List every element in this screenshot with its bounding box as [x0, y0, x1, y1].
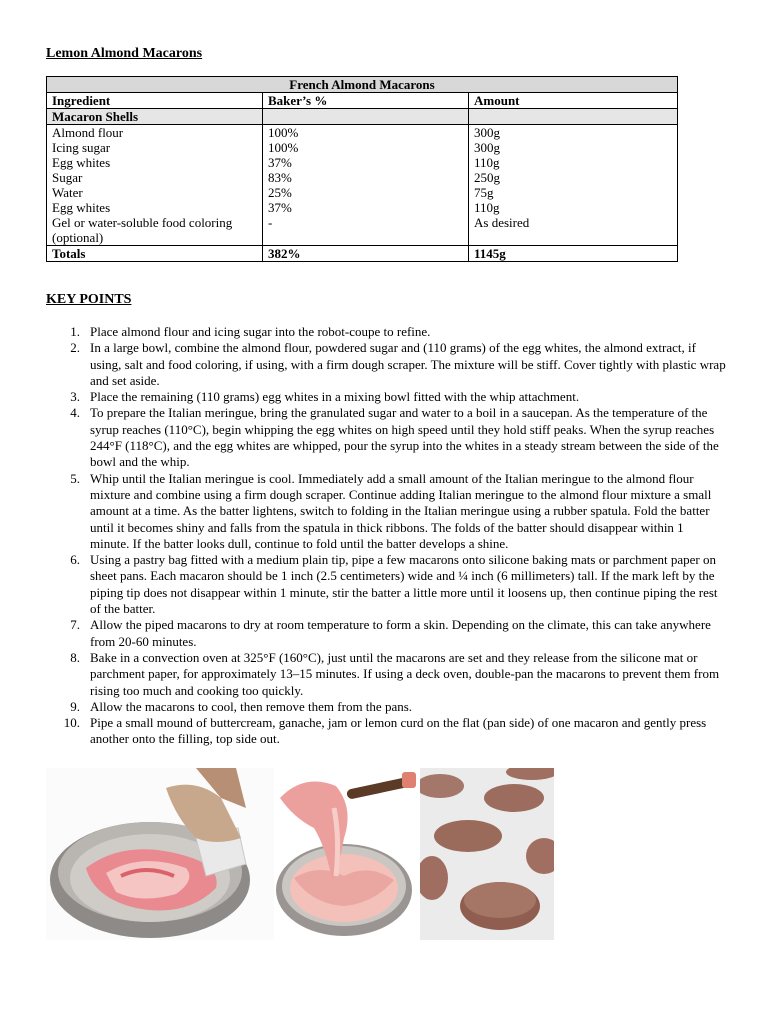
- amount-cell: 300g: [469, 140, 678, 155]
- list-item: [46, 650, 726, 699]
- amount-cell: 110g: [469, 155, 678, 170]
- ingredient-cell: Egg whites: [47, 200, 263, 215]
- table-header-row: [47, 93, 678, 109]
- step-text: Bake in a convection oven at 325°F (160°C), just until the macarons are set and they release from the silicone mat or parchment paper, for approximately 13–15 minutes. If using a deck oven, double-pan the macarons to prevent them from rising too much and cooking too quickly.: [90, 649, 720, 698]
- header-amount: Amount: [469, 93, 678, 109]
- step-text: Allow the macarons to cool, then remove them from the pans.: [90, 698, 413, 714]
- steps-list: [46, 324, 726, 748]
- step-text: Using a pastry bag fitted with a medium plain tip, pipe a few macarons onto silicone baking mats or parchment paper on sheet pans. Each macaron should be 1 inch (2.5 centimeters) wide and ¼ inch (6 millimeters) tall. If the mark left by the piping tip does not disappear within 1 minute, stir the batter a little more until it loosens up, then continue piping the rest of the batter.: [90, 552, 718, 617]
- step-text: Whip until the Italian meringue is cool. Immediately add a small amount of the Italian meringue to the almond flour mixture and combine using a firm dough scraper. Continue adding Italian meringue to the almond flour mixture a small amount at a time. As the batter lightens, switch to folding in the Italian meringue using a rubber spatula. Fold the batter until it becomes shiny and falls from the spatula in thick ribbons. The folds of the batter should disappear within 1 minute. If the batter looks dull, continue to fold until the batter develops a shine.: [90, 470, 712, 551]
- table-row: [47, 125, 678, 141]
- step-number: 7.: [70, 617, 80, 633]
- table-section-row: [47, 109, 678, 125]
- batter-spatula-photo: [274, 768, 420, 940]
- section-empty-cell: [469, 109, 678, 125]
- totals-percent: 382%: [263, 246, 469, 262]
- list-item: [46, 471, 726, 552]
- table-caption: French Almond Macarons: [47, 77, 678, 93]
- step-number: 1.: [70, 324, 80, 339]
- step-number: 2.: [70, 340, 80, 356]
- section-label: Macaron Shells: [47, 109, 263, 125]
- table-row: [47, 170, 678, 185]
- list-item: [46, 340, 726, 389]
- step-text: In a large bowl, combine the almond flour, powdered sugar and (110 grams) of the egg whites, the almond extract, if using, salt and food coloring, if using, with a firm dough scraper. The mixture will be stiff. Cover tightly with plastic wrap and set aside.: [90, 340, 726, 388]
- percent-cell: 100%: [263, 140, 469, 155]
- step-text: Allow the piped macarons to dry at room temperature to form a skin. Depending on the climate, this can take anywhere from 20-60 minutes.: [90, 617, 711, 649]
- list-item: [46, 715, 726, 748]
- list-item: [46, 389, 726, 405]
- table-caption-row: [47, 77, 678, 93]
- recipe-table: [46, 76, 678, 262]
- percent-cell: 100%: [263, 125, 469, 141]
- totals-label: Totals: [47, 246, 263, 262]
- list-item: [46, 699, 726, 715]
- percent-cell: 25%: [263, 185, 469, 200]
- amount-cell: 300g: [469, 125, 678, 141]
- list-item: [46, 617, 726, 650]
- step-text: Place almond flour and icing sugar into the robot-coupe to refine.: [90, 324, 431, 339]
- table-row: [47, 215, 678, 246]
- step-text: Place the remaining (110 grams) egg whites in a mixing bowl fitted with the whip attachment.: [90, 389, 580, 405]
- list-item: [46, 552, 726, 617]
- amount-cell: As desired: [469, 215, 678, 246]
- percent-cell: 37%: [263, 155, 469, 170]
- totals-row: [47, 246, 678, 262]
- table-row: [47, 185, 678, 200]
- document-title: Lemon Almond Macarons: [46, 46, 203, 61]
- step-number: 10.: [63, 715, 80, 731]
- step-number: 4.: [70, 405, 80, 421]
- percent-cell: 83%: [263, 170, 469, 185]
- baked-macarons-photo: [420, 768, 554, 940]
- header-ingredient: Ingredient: [47, 93, 263, 109]
- step-text: To prepare the Italian meringue, bring the granulated sugar and water to a boil in a saucepan. As the temperature of the syrup reaches (110°C), begin whipping the egg whites on high speed until they hold stiff peaks. When the syrup reaches 244°F (118°C), and the egg whites are whipped, pour the syrup into the whites in a steady stream between the side of the bowl and the whip.: [90, 405, 719, 470]
- ingredient-cell: Water: [47, 185, 263, 200]
- ingredient-cell: Icing sugar: [47, 140, 263, 155]
- mixing-bowl-photo: [46, 768, 274, 940]
- header-bakers-percent: Baker’s %: [263, 93, 469, 109]
- section-empty-cell: [263, 109, 469, 125]
- totals-amount: 1145g: [469, 246, 678, 262]
- percent-cell: -: [263, 215, 469, 246]
- list-item: [46, 405, 726, 470]
- ingredient-cell: Gel or water-soluble food coloring (optional): [47, 215, 263, 246]
- key-points-heading: KEY POINTS: [46, 292, 132, 307]
- step-number: 5.: [70, 470, 80, 486]
- ingredient-cell: Sugar: [47, 170, 263, 185]
- table-row: [47, 200, 678, 215]
- table-row: [47, 155, 678, 170]
- amount-cell: 75g: [469, 185, 678, 200]
- table-row: [47, 140, 678, 155]
- percent-cell: 37%: [263, 200, 469, 215]
- step-number: 3.: [70, 389, 80, 405]
- step-number: 9.: [70, 698, 80, 714]
- amount-cell: 250g: [469, 170, 678, 185]
- step-text: Pipe a small mound of buttercream, ganache, jam or lemon curd on the flat (pan side) of one macaron and gently press another onto the filling, top side out.: [90, 715, 707, 747]
- photo-strip: [46, 768, 554, 940]
- ingredient-cell: Almond flour: [47, 125, 263, 141]
- ingredient-cell: Egg whites: [47, 155, 263, 170]
- step-number: 8.: [70, 649, 80, 665]
- list-item: [46, 324, 726, 340]
- step-number: 6.: [70, 552, 80, 568]
- amount-cell: 110g: [469, 200, 678, 215]
